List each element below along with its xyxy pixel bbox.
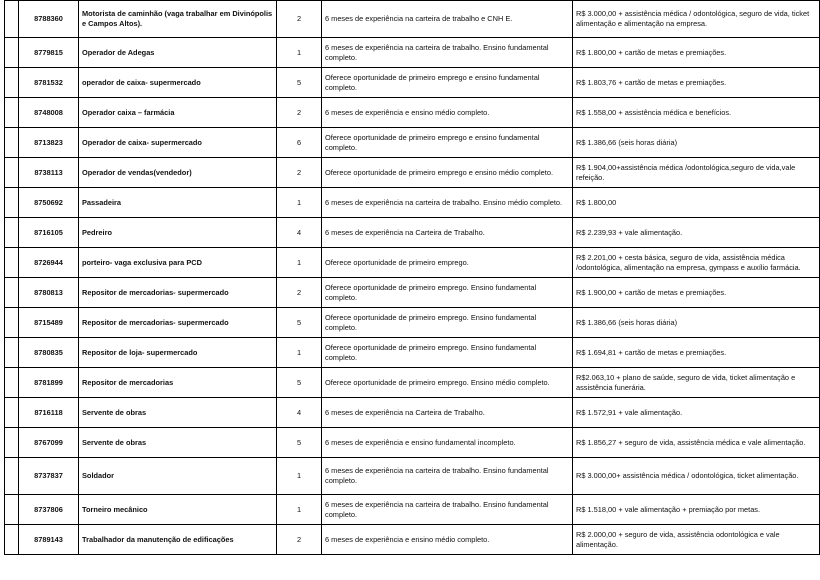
requirements-cell: Oferece oportunidade de primeiro emprego. Ensino médio completo. (322, 368, 573, 398)
row-gutter-cell (5, 398, 19, 428)
job-code-cell: 8781532 (19, 68, 79, 98)
requirements-cell: 6 meses de experiência na Carteira de Trabalho. (322, 218, 573, 248)
table-row (5, 368, 820, 398)
job-code-cell: 8748008 (19, 98, 79, 128)
vacancies-cell: 5 (277, 68, 322, 98)
vacancies-cell: 6 (277, 128, 322, 158)
salary-benefits-cell: R$ 1.904,00+assistência médica /odontológica,seguro de vida,vale refeição. (573, 158, 820, 188)
salary-benefits-cell: R$ 1.558,00 + assistência médica e benefícios. (573, 98, 820, 128)
row-gutter-cell (5, 278, 19, 308)
job-code-cell: 8713823 (19, 128, 79, 158)
row-gutter-cell (5, 338, 19, 368)
vacancies-cell: 5 (277, 428, 322, 458)
table-row (5, 68, 820, 98)
table-row (5, 98, 820, 128)
job-title-cell: Soldador (79, 458, 277, 495)
table-row (5, 158, 820, 188)
salary-benefits-cell: R$ 1.856,27 + seguro de vida, assistência médica e vale alimentação. (573, 428, 820, 458)
vacancies-cell: 1 (277, 458, 322, 495)
job-title-cell: Servente de obras (79, 398, 277, 428)
job-title-cell: Operador caixa – farmácia (79, 98, 277, 128)
vacancies-cell: 2 (277, 525, 322, 555)
salary-benefits-cell: R$ 1.694,81 + cartão de metas e premiações. (573, 338, 820, 368)
table-row (5, 188, 820, 218)
job-title-cell: Operador de Adegas (79, 38, 277, 68)
job-code-cell: 8788360 (19, 1, 79, 38)
table-row (5, 428, 820, 458)
salary-benefits-cell: R$ 2.201,00 + cesta básica, seguro de vida, assistência médica /odontológica, alimentação na empresa, gympass e auxílio farmácia. (573, 248, 820, 278)
table-row (5, 218, 820, 248)
salary-benefits-cell: R$ 1.800,00 + cartão de metas e premiações. (573, 38, 820, 68)
row-gutter-cell (5, 495, 19, 525)
row-gutter-cell (5, 248, 19, 278)
vacancies-cell: 2 (277, 98, 322, 128)
salary-benefits-cell: R$ 3.000,00+ assistência médica / odontológica, ticket alimentação. (573, 458, 820, 495)
salary-benefits-cell: R$ 1.800,00 (573, 188, 820, 218)
job-title-cell: Repositor de mercadorias- supermercado (79, 308, 277, 338)
job-title-cell: Repositor de loja- supermercado (79, 338, 277, 368)
requirements-cell: Oferece oportunidade de primeiro emprego. (322, 248, 573, 278)
row-gutter-cell (5, 218, 19, 248)
job-title-cell: Trabalhador da manutenção de edificações (79, 525, 277, 555)
requirements-cell: Oferece oportunidade de primeiro emprego. Ensino fundamental completo. (322, 338, 573, 368)
requirements-cell: Oferece oportunidade de primeiro emprego e ensino fundamental completo. (322, 68, 573, 98)
row-gutter-cell (5, 128, 19, 158)
job-title-cell: Passadeira (79, 188, 277, 218)
vacancies-cell: 4 (277, 398, 322, 428)
row-gutter-cell (5, 98, 19, 128)
row-gutter-cell (5, 525, 19, 555)
salary-benefits-cell: R$ 1.386,66 (seis horas diária) (573, 128, 820, 158)
table-row (5, 308, 820, 338)
vacancies-cell: 1 (277, 338, 322, 368)
row-gutter-cell (5, 158, 19, 188)
vacancies-cell: 5 (277, 308, 322, 338)
job-code-cell: 8715489 (19, 308, 79, 338)
table-row (5, 38, 820, 68)
row-gutter-cell (5, 308, 19, 338)
job-title-cell: Repositor de mercadorias- supermercado (79, 278, 277, 308)
row-gutter-cell (5, 188, 19, 218)
vacancies-cell: 1 (277, 248, 322, 278)
requirements-cell: Oferece oportunidade de primeiro emprego. Ensino fundamental completo. (322, 308, 573, 338)
row-gutter-cell (5, 368, 19, 398)
job-listings-table (4, 0, 820, 555)
job-title-cell: Operador de caixa- supermercado (79, 128, 277, 158)
requirements-cell: 6 meses de experiência e ensino fundamental incompleto. (322, 428, 573, 458)
row-gutter-cell (5, 458, 19, 495)
requirements-cell: 6 meses de experiência na carteira de trabalho. Ensino fundamental completo. (322, 495, 573, 525)
requirements-cell: Oferece oportunidade de primeiro emprego e ensino fundamental completo. (322, 128, 573, 158)
row-gutter-cell (5, 1, 19, 38)
requirements-cell: Oferece oportunidade de primeiro emprego e ensino médio completo. (322, 158, 573, 188)
job-code-cell: 8726944 (19, 248, 79, 278)
job-title-cell: operador de caixa- supermercado (79, 68, 277, 98)
table-row (5, 338, 820, 368)
table-row (5, 495, 820, 525)
job-code-cell: 8780813 (19, 278, 79, 308)
salary-benefits-cell: R$ 2.239,93 + vale alimentação. (573, 218, 820, 248)
requirements-cell: 6 meses de experiência na carteira de trabalho. Ensino médio completo. (322, 188, 573, 218)
job-code-cell: 8738113 (19, 158, 79, 188)
job-code-cell: 8781899 (19, 368, 79, 398)
table-row (5, 128, 820, 158)
job-title-cell: Servente de obras (79, 428, 277, 458)
vacancies-cell: 1 (277, 188, 322, 218)
job-title-cell: Repositor de mercadorias (79, 368, 277, 398)
job-title-cell: porteiro- vaga exclusiva para PCD (79, 248, 277, 278)
job-title-cell: Operador de vendas(vendedor) (79, 158, 277, 188)
requirements-cell: 6 meses de experiência na carteira de trabalho. Ensino fundamental completo. (322, 38, 573, 68)
row-gutter-cell (5, 68, 19, 98)
salary-benefits-cell: R$ 1.518,00 + vale alimentação + premiação por metas. (573, 495, 820, 525)
requirements-cell: 6 meses de experiência na Carteira de Trabalho. (322, 398, 573, 428)
vacancies-cell: 4 (277, 218, 322, 248)
job-code-cell: 8716118 (19, 398, 79, 428)
job-title-cell: Motorista de caminhão (vaga trabalhar em Divinópolis e Campos Altos). (79, 1, 277, 38)
salary-benefits-cell: R$ 1.900,00 + cartão de metas e premiações. (573, 278, 820, 308)
row-gutter-cell (5, 38, 19, 68)
job-code-cell: 8767099 (19, 428, 79, 458)
row-gutter-cell (5, 428, 19, 458)
vacancies-cell: 2 (277, 158, 322, 188)
requirements-cell: 6 meses de experiência na carteira de trabalho e CNH E. (322, 1, 573, 38)
table-row (5, 458, 820, 495)
salary-benefits-cell: R$ 1.386,66 (seis horas diária) (573, 308, 820, 338)
salary-benefits-cell: R$ 2.000,00 + seguro de vida, assistência odontológica e vale alimentação. (573, 525, 820, 555)
salary-benefits-cell: R$2.063,10 + plano de saúde, seguro de vida, ticket alimentação e assistência funerária. (573, 368, 820, 398)
job-code-cell: 8737806 (19, 495, 79, 525)
requirements-cell: 6 meses de experiência e ensino médio completo. (322, 98, 573, 128)
job-title-cell: Pedreiro (79, 218, 277, 248)
vacancies-cell: 1 (277, 495, 322, 525)
vacancies-cell: 5 (277, 368, 322, 398)
table-row (5, 525, 820, 555)
job-title-cell: Torneiro mecânico (79, 495, 277, 525)
vacancies-cell: 2 (277, 278, 322, 308)
table-row (5, 1, 820, 38)
job-code-cell: 8780835 (19, 338, 79, 368)
job-code-cell: 8789143 (19, 525, 79, 555)
salary-benefits-cell: R$ 3.000,00 + assistência médica / odontológica, seguro de vida, ticket alimentação e alimentação na empresa. (573, 1, 820, 38)
table-row (5, 398, 820, 428)
salary-benefits-cell: R$ 1.572,91 + vale alimentação. (573, 398, 820, 428)
table-row (5, 248, 820, 278)
requirements-cell: Oferece oportunidade de primeiro emprego. Ensino fundamental completo. (322, 278, 573, 308)
job-code-cell: 8716105 (19, 218, 79, 248)
job-code-cell: 8750692 (19, 188, 79, 218)
requirements-cell: 6 meses de experiência e ensino médio completo. (322, 525, 573, 555)
requirements-cell: 6 meses de experiência na carteira de trabalho. Ensino fundamental completo. (322, 458, 573, 495)
vacancies-cell: 1 (277, 38, 322, 68)
salary-benefits-cell: R$ 1.803,76 + cartão de metas e premiações. (573, 68, 820, 98)
job-code-cell: 8779815 (19, 38, 79, 68)
table-row (5, 278, 820, 308)
job-code-cell: 8737837 (19, 458, 79, 495)
vacancies-cell: 2 (277, 1, 322, 38)
